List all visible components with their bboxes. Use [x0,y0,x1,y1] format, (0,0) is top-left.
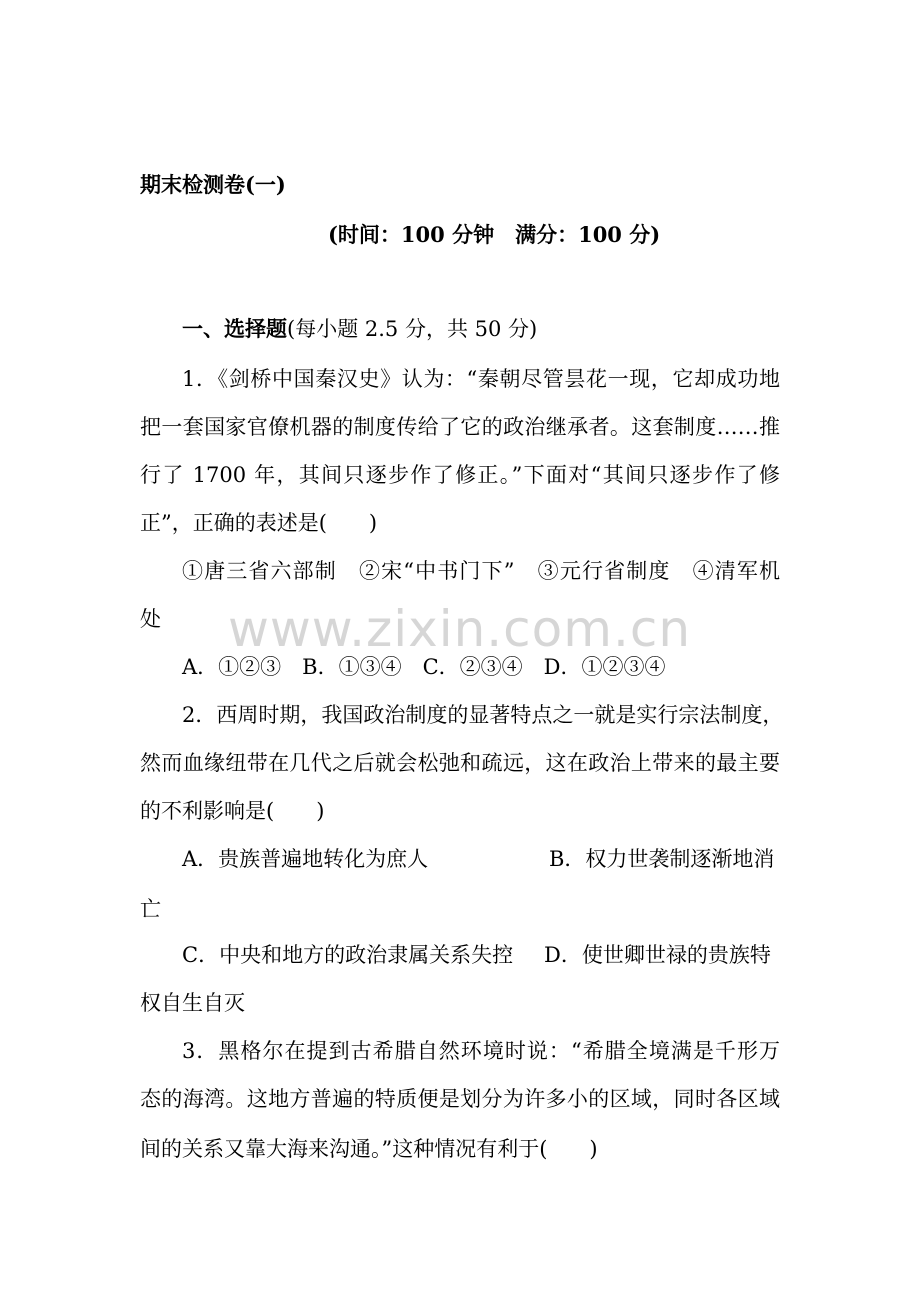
q2-option-d-continued: 权自生自灭 [140,991,245,1015]
exam-title: 期末检测卷(一) [140,172,286,197]
q2-option-d: D．使世卿世禄的贵族特 [544,943,771,967]
section-heading: 一、选择题 [182,316,287,341]
section-note: (每小题 2.5 分，共 50 分) [287,317,538,341]
watermark: www.zixin.com.cn [228,600,692,658]
q1-items-line-1: ①唐三省六部制 ②宋“中书门下” ③元行省制度 ④清军机 [182,559,780,583]
q3-line-3: 间的关系又靠大海来沟通。”这种情况有利于( ) [140,1137,598,1161]
q2-option-a: A．贵族普遍地转化为庶人 [182,847,429,871]
q2-option-c: C．中央和地方的政治隶属关系失控 [182,943,514,967]
exam-subtitle: (时间：100 分钟 满分：100 分) [328,222,661,247]
q1-items-line-2: 处 [140,607,161,631]
section-heading-row [182,314,537,344]
q2-option-b-continued: 亡 [140,897,161,921]
q3-line-1: 3．黑格尔在提到古希腊自然环境时说：“希腊全境满是千形万 [182,1039,780,1063]
q3-line-2: 态的海湾。这地方普遍的特质便是划分为许多小的区域，同时各区域 [140,1087,780,1111]
q1-line-3: 行了 1700 年，其间只逐步作了修正。”下面对“其间只逐步作了修 [140,463,780,487]
q2-line-3: 的不利影响是( ) [140,799,325,823]
q1-options: A．①②③ B．①③④ C．②③④ D．①②③④ [182,655,666,679]
q1-line-4: 正”，正确的表述是( ) [140,511,378,535]
q1-line-2: 把一套国家官僚机器的制度传给了它的政治继承者。这套制度……推 [140,415,780,439]
q2-option-b: B．权力世袭制逐渐地消 [549,847,775,871]
q1-line-1: 1．《剑桥中国秦汉史》认为：“秦朝尽管昙花一现，它却成功地 [182,367,780,391]
q2-line-1: 2．西周时期，我国政治制度的显著特点之一就是实行宗法制度， [182,703,784,727]
q2-line-2: 然而血缘纽带在几代之后就会松弛和疏远，这在政治上带来的最主要 [140,751,780,775]
